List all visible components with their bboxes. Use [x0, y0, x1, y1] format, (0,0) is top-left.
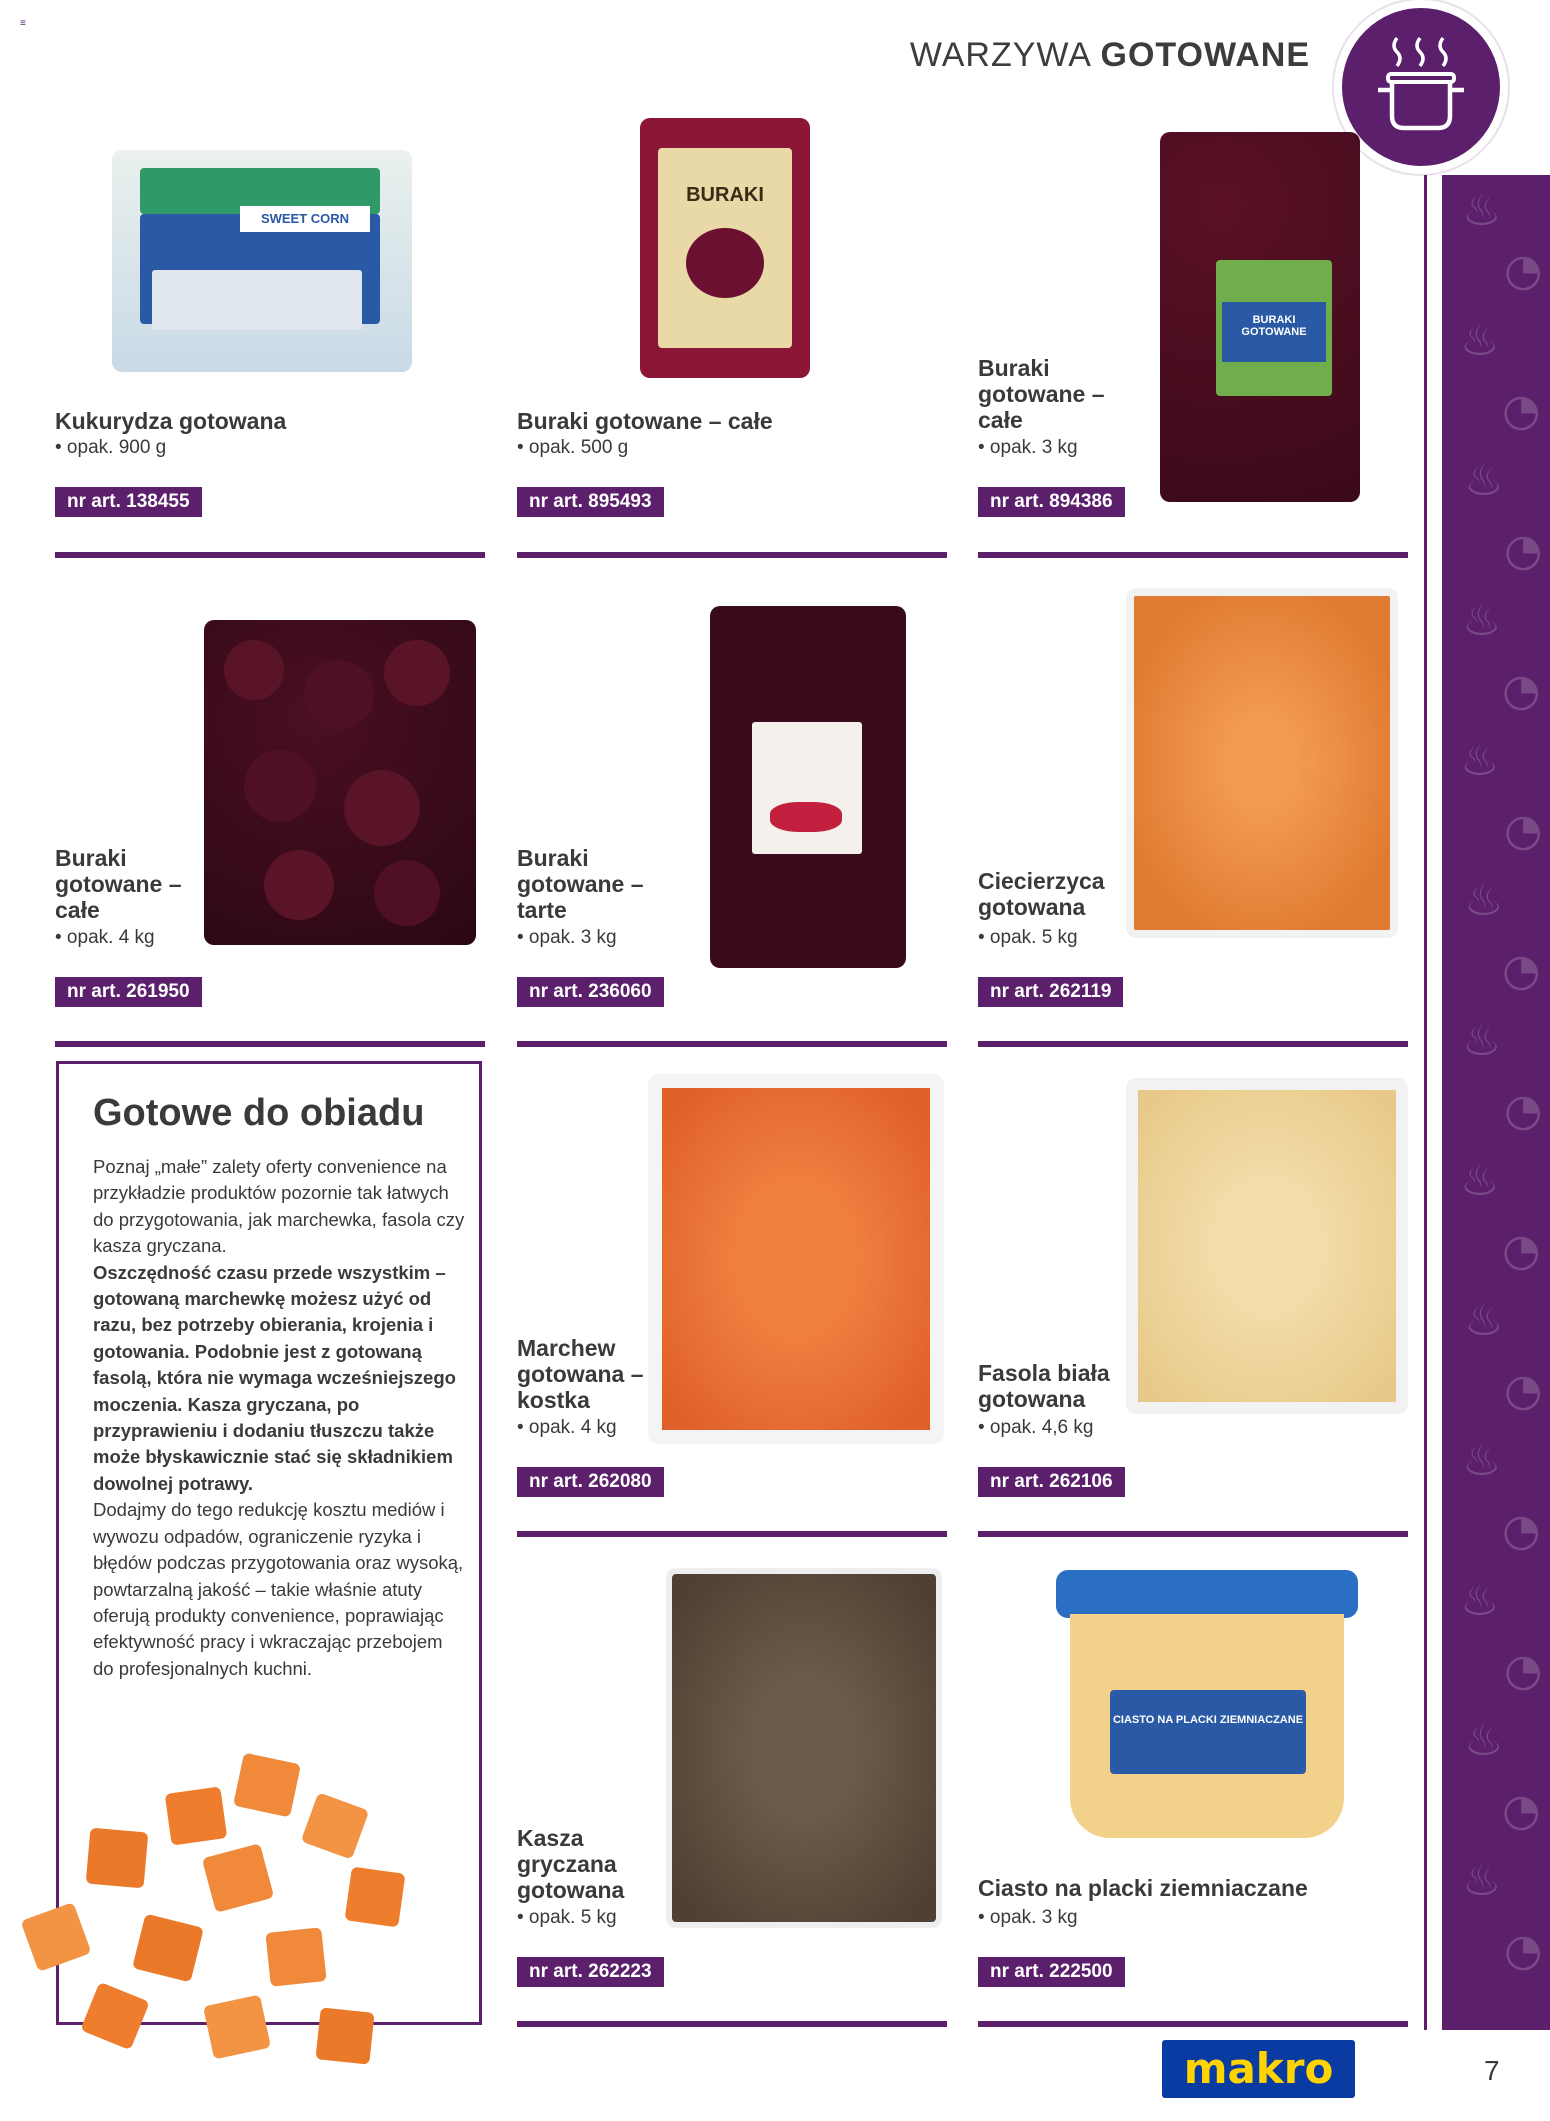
carrot-cubes-image [8, 1740, 468, 2120]
product-pack: • opak. 4 kg [517, 1417, 617, 1438]
product-pack: • opak. 5 kg [517, 1907, 617, 1928]
article-number-badge: nr art. 262080 [517, 1467, 664, 1497]
timer-icon: ◔ [1504, 1645, 1543, 1696]
timer-icon: ◔ [1502, 665, 1541, 716]
textbox-title: Gotowe do obiadu [93, 1092, 425, 1134]
package-label: CIASTO NA PLACKI ZIEMNIACZANE [1110, 1690, 1306, 1774]
makro-logo: makro [1162, 2040, 1355, 2098]
product-pack: • opak. 500 g [517, 437, 629, 458]
section-title-bold: GOTOWANE [1100, 36, 1310, 74]
package-label: BURAKI [686, 184, 764, 206]
timer-icon: ◔ [1504, 245, 1543, 296]
product-image-chickpeas [1126, 588, 1398, 938]
row-divider [55, 1041, 485, 1047]
decorative-strip [1442, 175, 1550, 2030]
product-image-corn [112, 150, 412, 372]
chef-hat-icon: ♨ [1464, 1295, 1504, 1346]
chef-hat-icon: ♨ [1462, 185, 1502, 236]
row-divider [517, 552, 947, 558]
row-divider [55, 552, 485, 558]
article-number-badge: nr art. 138455 [55, 487, 202, 517]
chef-hat-icon: ♨ [1460, 1575, 1500, 1626]
timer-icon: ◔ [1504, 1365, 1543, 1416]
product-name: Ciasto na placki ziemniaczane [978, 1875, 1308, 1901]
page-number: 7 [1484, 2055, 1500, 2086]
product-pack: • opak. 900 g [55, 437, 167, 458]
section-title-light: WARZYWA [909, 36, 1091, 74]
product-name: Buraki gotowane – całe [55, 845, 182, 923]
row-divider [978, 1041, 1408, 1047]
textbox-paragraph-bold: Oszczędność czasu przede wszystkim – gotowaną marchewkę możesz użyć od razu, bez potrzeby obierania, krojenia i gotowania. Podobnie jest z gotowaną fasolą, która nie wymaga wcześniejszego moczenia. Kasza gryczana, po przyprawieniu i dodaniu tłuszczu także może błyskawicznie stać się składnikiem dowolnej potrawy. [93, 1261, 456, 1494]
product-pack: • opak. 3 kg [978, 437, 1078, 458]
chef-hat-icon: ♨ [1460, 735, 1500, 786]
row-divider [517, 1041, 947, 1047]
cooking-pot-badge [1334, 0, 1508, 174]
strip-border-line [1424, 175, 1427, 2030]
product-name: Buraki gotowane – całe [517, 408, 773, 434]
textbox-body [93, 1154, 468, 1682]
timer-icon: ◔ [1504, 525, 1543, 576]
product-image-potato-dough [1056, 1570, 1358, 1842]
timer-icon: ◔ [1502, 1785, 1541, 1836]
timer-icon: ◔ [1502, 385, 1541, 436]
product-name: Kukurydza gotowana [55, 408, 287, 434]
chef-hat-icon: ♨ [1460, 315, 1500, 366]
product-name: Buraki gotowane – tarte [517, 845, 644, 923]
article-number-badge: nr art. 222500 [978, 1957, 1125, 1987]
row-divider [978, 1531, 1408, 1537]
cooking-pot-icon [1342, 8, 1500, 166]
timer-icon: ◔ [1504, 805, 1543, 856]
product-name: Ciecierzyca gotowana [978, 868, 1105, 920]
article-number-badge: nr art. 236060 [517, 977, 664, 1007]
timer-icon: ◔ [1502, 945, 1541, 996]
chef-hat-icon: ♨ [1464, 455, 1504, 506]
chef-hat-icon: ♨ [1462, 1435, 1502, 1486]
product-pack: • opak. 5 kg [978, 927, 1078, 948]
article-number-badge: nr art. 262106 [978, 1467, 1125, 1497]
page-section-title [880, 36, 1310, 75]
product-pack: • opak. 3 kg [517, 927, 617, 948]
textbox-paragraph: Dodajmy do tego redukcję kosztu mediów i wywozu odpadów, ograniczenie ryzyka i błędów podczas przygotowania oraz wysoką, powtarzalną jakość – takie właśnie atuty oferują produkty convenience, poprawiając efektywność pracy i wkraczając przebojem do profesjonalnych kuchni. [93, 1499, 464, 1679]
product-pack: • opak. 4,6 kg [978, 1417, 1094, 1438]
timer-icon: ◔ [1502, 1505, 1541, 1556]
chef-hat-icon: ♨ [1462, 1015, 1502, 1066]
row-divider [978, 552, 1408, 558]
timer-icon: ◔ [1504, 1085, 1543, 1136]
chef-hat-icon: ♨ [1464, 1715, 1504, 1766]
article-number-badge: nr art. 894386 [978, 487, 1125, 517]
article-number-badge: nr art. 262119 [978, 977, 1123, 1007]
menu-mark: ≡ [20, 18, 26, 29]
product-name: Buraki gotowane – całe [978, 355, 1105, 433]
article-number-badge: nr art. 895493 [517, 487, 664, 517]
product-image-carrot-cubes [648, 1074, 944, 1444]
product-name: Fasola biała gotowana [978, 1360, 1110, 1412]
timer-icon: ◔ [1502, 1225, 1541, 1276]
chef-hat-icon: ♨ [1462, 595, 1502, 646]
product-image-white-beans [1126, 1078, 1408, 1414]
article-number-badge: nr art. 261950 [55, 977, 202, 1007]
article-number-badge: nr art. 262223 [517, 1957, 664, 1987]
product-image-beets-4kg [204, 620, 476, 945]
chef-hat-icon: ♨ [1462, 1855, 1502, 1906]
product-image-buckwheat [666, 1568, 942, 1928]
product-name: Marchew gotowana – kostka [517, 1335, 644, 1413]
textbox-paragraph: Poznaj „małe” zalety oferty convenience na przykładzie produktów pozornie tak łatwych do przygotowania, jak marchewka, fasola czy kasza gryczana. [93, 1156, 465, 1257]
product-image-beets-grated [710, 606, 906, 968]
product-name: Kasza gryczana gotowana [517, 1825, 625, 1903]
timer-icon: ◔ [1504, 1925, 1543, 1976]
row-divider [517, 2021, 947, 2027]
row-divider [517, 1531, 947, 1537]
product-image-beets-3kg [1160, 132, 1360, 502]
row-divider [978, 2021, 1408, 2027]
chef-hat-icon: ♨ [1460, 1155, 1500, 1206]
product-pack: • opak. 3 kg [978, 1907, 1078, 1928]
package-label: BURAKI GOTOWANE [1222, 302, 1326, 362]
product-pack: • opak. 4 kg [55, 927, 155, 948]
product-image-beets-500g [640, 118, 810, 378]
package-label: SWEET CORN [240, 206, 370, 232]
chef-hat-icon: ♨ [1464, 875, 1504, 926]
